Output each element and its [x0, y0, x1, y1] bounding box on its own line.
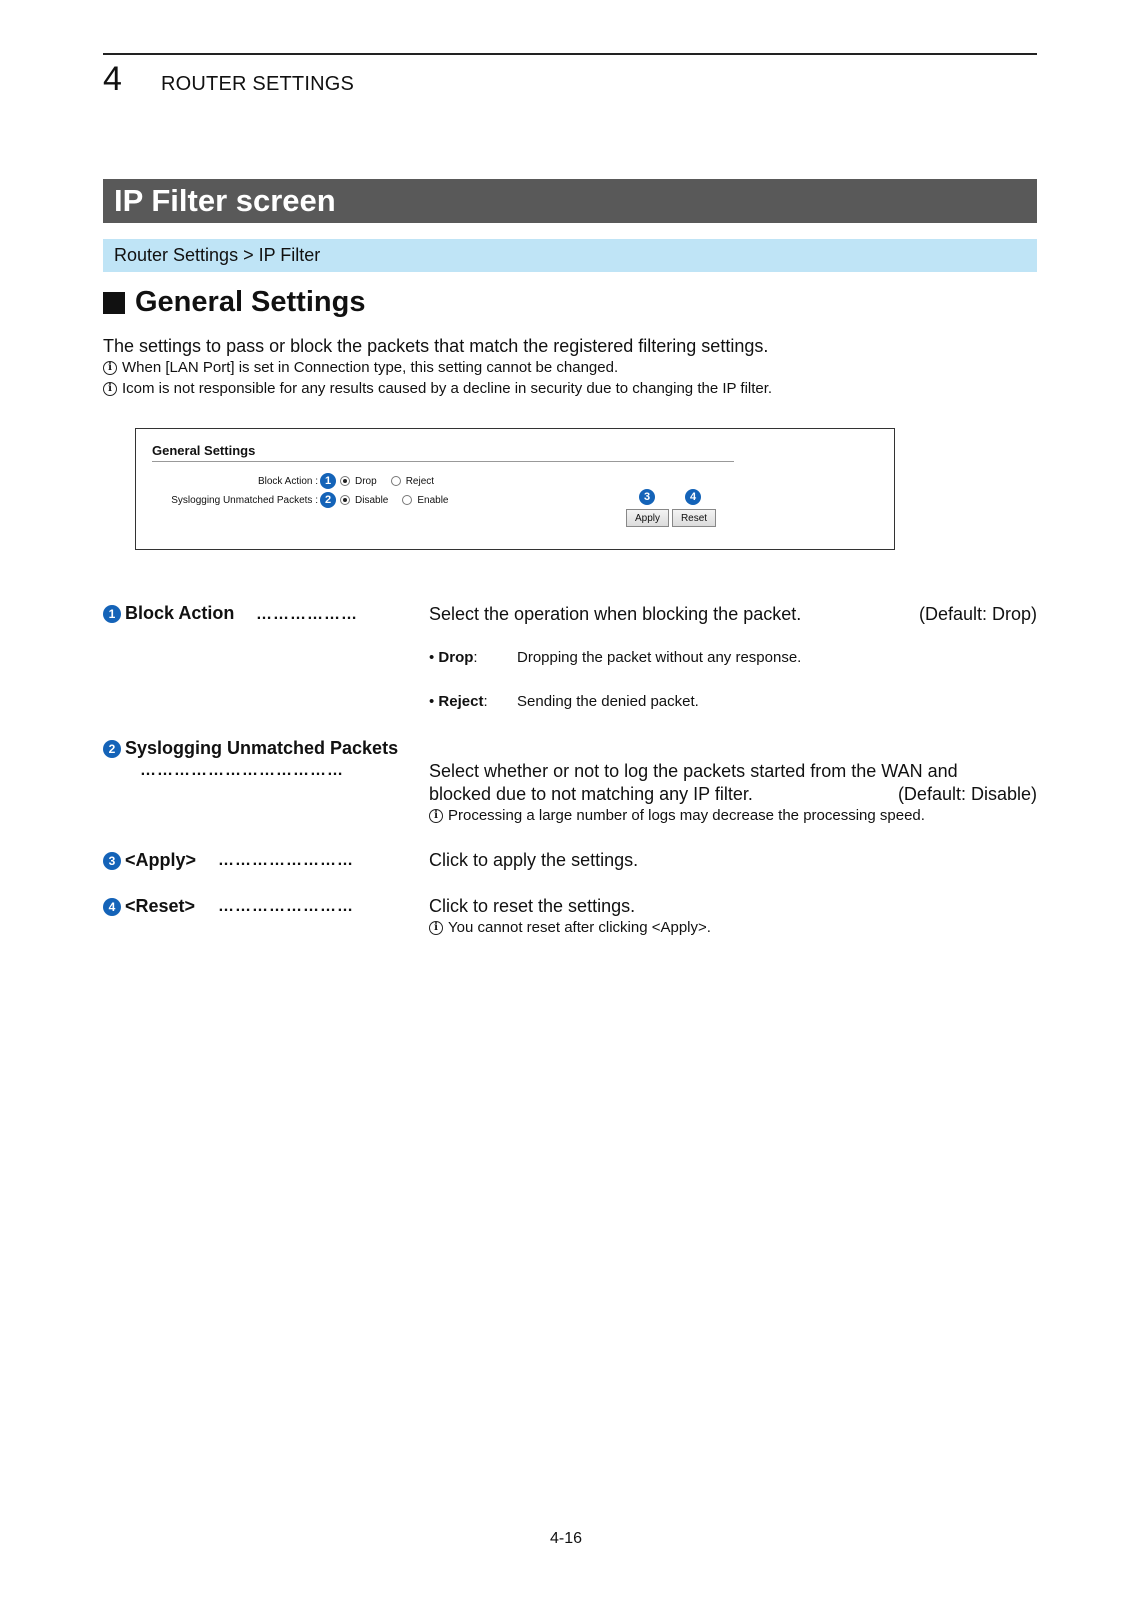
drop-label: Drop — [355, 475, 377, 487]
bullet-item: • Reject: Sending the denied packet. — [429, 693, 699, 710]
panel-title: General Settings — [152, 443, 256, 458]
leader-dots: …………………… — [218, 852, 354, 869]
callout-badge: 3 — [639, 489, 655, 505]
note — [429, 807, 925, 824]
section-heading — [103, 286, 365, 319]
reject-radio[interactable] — [391, 476, 401, 486]
note-text: Processing a large number of logs may decrease the processing speed. — [448, 807, 925, 824]
syslogging-label: Syslogging Unmatched Packets : — [171, 494, 318, 506]
info-icon: i — [429, 809, 443, 823]
chapter-number: 4 — [103, 60, 122, 98]
note-text: Icom is not responsible for any results caused by a decline in security due to changing the IP filter. — [122, 380, 773, 397]
note — [103, 380, 772, 397]
syslogging-row — [156, 492, 449, 508]
disable-label: Disable — [355, 494, 389, 506]
leader-dots: ……………………………… — [140, 762, 344, 779]
item-label: Block Action — [125, 603, 235, 623]
screen-title: IP Filter screen — [103, 179, 1037, 223]
bullet-text: Dropping the packet without any response. — [517, 649, 802, 666]
item-block-action — [103, 603, 234, 624]
default-value: (Default: Disable) — [897, 784, 1037, 804]
disable-radio[interactable] — [340, 495, 350, 505]
note-text: You cannot reset after clicking <Apply>. — [448, 919, 711, 936]
default-value: (Default: Drop) — [918, 604, 1037, 624]
enable-radio[interactable] — [402, 495, 412, 505]
settings-screenshot-panel — [135, 428, 895, 550]
bullet-text: Sending the denied packet. — [517, 693, 699, 710]
leader-dots: ……………… — [256, 606, 358, 623]
callout-badge: 2 — [320, 492, 336, 508]
item-label: Syslogging Unmatched Packets — [125, 738, 399, 758]
intro-text: The settings to pass or block the packets that match the registered filtering settings. — [103, 336, 769, 356]
section-title: General Settings — [135, 286, 366, 318]
bullet-item: • Drop: Dropping the packet without any response. — [429, 649, 802, 666]
callout-badge: 1 — [320, 473, 336, 489]
item-description: Click to apply the settings. — [429, 850, 639, 870]
drop-radio[interactable] — [340, 476, 350, 486]
item-description: Click to reset the settings. — [429, 896, 636, 916]
item-label: <Apply> — [125, 850, 197, 870]
reject-label: Reject — [405, 475, 435, 487]
note — [103, 359, 618, 376]
chapter-title: ROUTER SETTINGS — [161, 73, 355, 95]
item-description: Select whether or not to log the packets started from the WAN and — [429, 761, 958, 781]
square-bullet-icon — [103, 292, 125, 314]
info-icon: i — [429, 921, 443, 935]
breadcrumb: Router Settings > IP Filter — [103, 239, 1037, 272]
chapter-header — [103, 60, 354, 99]
apply-button[interactable]: Apply — [626, 509, 669, 527]
item-apply — [103, 850, 196, 871]
note — [429, 919, 711, 936]
page-number: 4-16 — [549, 1530, 583, 1547]
item-reset — [103, 896, 195, 917]
callout-badge: 4 — [103, 898, 121, 916]
block-action-row — [156, 473, 434, 489]
callout-badge: 2 — [103, 740, 121, 758]
bullet-key: Reject — [438, 693, 484, 710]
item-description: blocked due to not matching any IP filter. — [429, 784, 753, 804]
callout-badge: 3 — [103, 852, 121, 870]
panel-divider — [152, 461, 734, 462]
item-description: Select the operation when blocking the packet. — [429, 604, 802, 624]
reset-button[interactable]: Reset — [672, 509, 716, 527]
callout-badge: 4 — [685, 489, 701, 505]
info-icon: i — [103, 361, 117, 375]
note-text: When [LAN Port] is set in Connection type, this setting cannot be changed. — [122, 359, 619, 376]
callout-badge: 1 — [103, 605, 121, 623]
enable-label: Enable — [417, 494, 449, 506]
item-syslogging — [103, 738, 398, 759]
info-icon: i — [103, 382, 117, 396]
top-rule — [103, 53, 1037, 55]
item-label: <Reset> — [125, 896, 196, 916]
block-action-label: Block Action : — [257, 475, 318, 487]
leader-dots: …………………… — [218, 898, 354, 915]
bullet-key: Drop — [438, 649, 474, 666]
